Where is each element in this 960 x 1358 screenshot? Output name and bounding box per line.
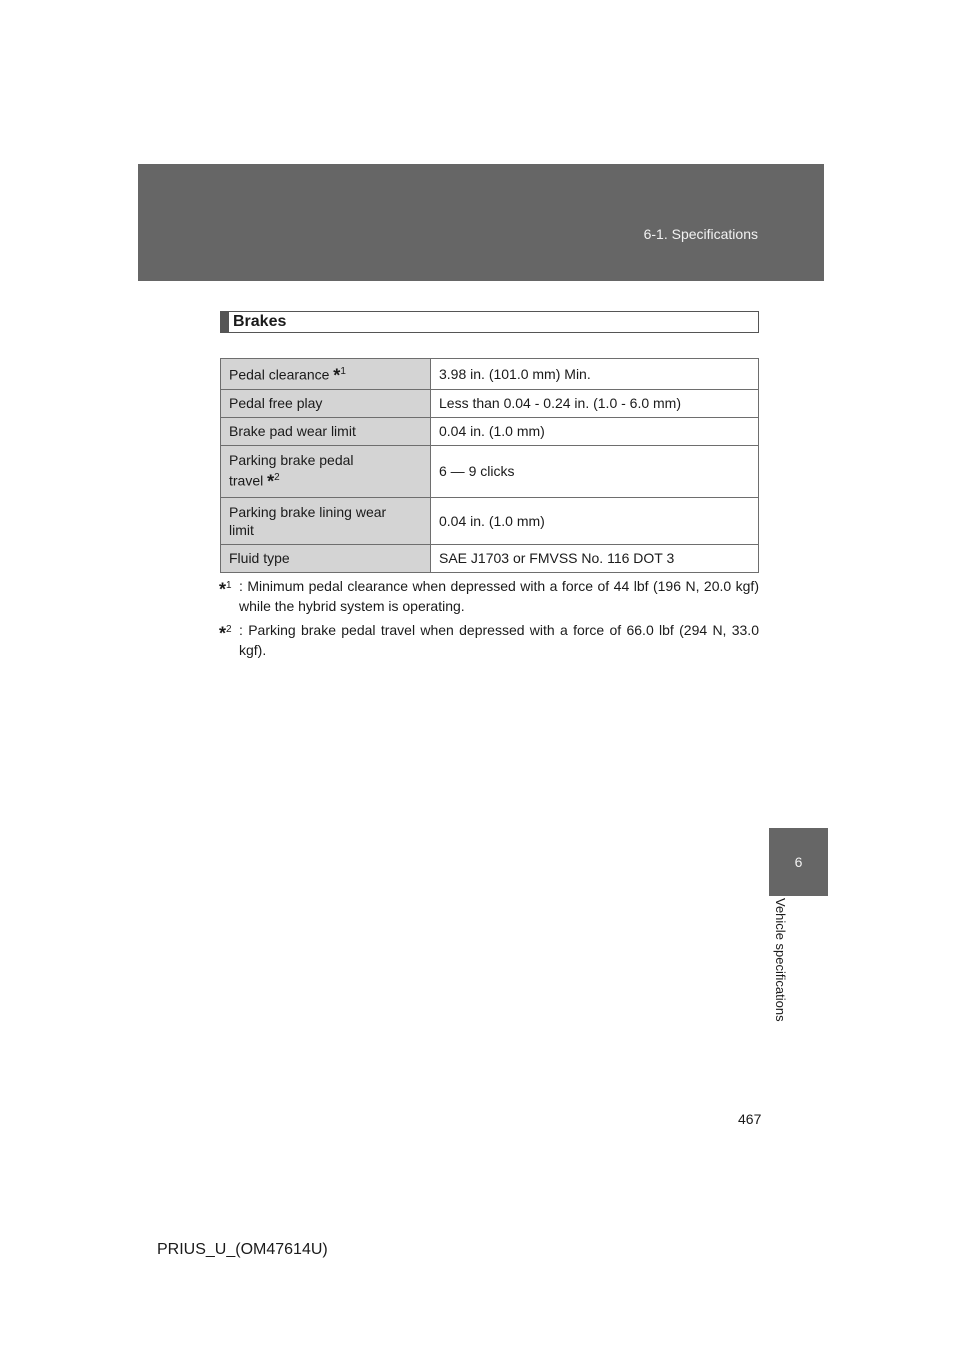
- spec-label: Fluid type: [221, 544, 431, 572]
- page-number: 467: [738, 1111, 762, 1127]
- header-band: [138, 164, 824, 281]
- spec-label: Pedal free play: [221, 389, 431, 417]
- footnote-1: *$^1$ : Minimum pedal clearance when depressed with a force of 44 lbf (196 N, 20.0 kgf) while the hybrid system is operating.: [219, 578, 759, 614]
- footnote-2: *$^2$ : Parking brake pedal travel when depressed with a force of 66.0 lbf (294 N, 33.0 kgf).: [219, 622, 759, 658]
- spec-label: Parking brake pedal travel *$^2$: [221, 445, 431, 497]
- chapter-number: 6: [794, 854, 803, 870]
- footnote-text: : Minimum pedal clearance when depressed with a force of 44 lbf (196 N, 20.0 kgf) while the hybrid system is operating.: [239, 578, 759, 614]
- chapter-label-wrap: [770, 898, 790, 1044]
- table-row: [221, 359, 759, 390]
- spec-label: Pedal clearance *$^1$: [221, 359, 431, 390]
- spec-value: 0.04 in. (1.0 mm): [431, 497, 759, 544]
- footnote-mark: *: [267, 471, 275, 492]
- spec-value: Less than 0.04 - 0.24 in. (1.0 - 6.0 mm): [431, 389, 759, 417]
- spec-value: 3.98 in. (101.0 mm) Min.: [431, 359, 759, 390]
- table-row: [221, 445, 759, 497]
- table-row: [221, 417, 759, 445]
- header-section-title: 6-1. Specifications: [643, 226, 758, 242]
- section-marker: [221, 312, 229, 332]
- spec-value: SAE J1703 or FMVSS No. 116 DOT 3: [431, 544, 759, 572]
- table-row: [221, 389, 759, 417]
- brakes-spec-table: [220, 358, 759, 573]
- footer-document-code: PRIUS_U_(OM47614U): [157, 1241, 328, 1258]
- table-row: [221, 544, 759, 572]
- spec-value: 0.04 in. (1.0 mm): [431, 417, 759, 445]
- chapter-tab[interactable]: [769, 828, 828, 896]
- footnote-text: : Parking brake pedal travel when depressed with a force of 66.0 lbf (294 N, 33.0 kgf).: [239, 622, 759, 658]
- section-title: Brakes: [233, 313, 287, 330]
- spec-label: Brake pad wear limit: [221, 417, 431, 445]
- chapter-label: Vehicle specifications: [773, 898, 788, 1022]
- spec-label: Parking brake lining wear limit: [221, 497, 431, 544]
- footnote-mark: *: [333, 365, 341, 386]
- section-heading: [220, 311, 759, 333]
- spec-value: 6 — 9 clicks: [431, 445, 759, 497]
- table-row: [221, 497, 759, 544]
